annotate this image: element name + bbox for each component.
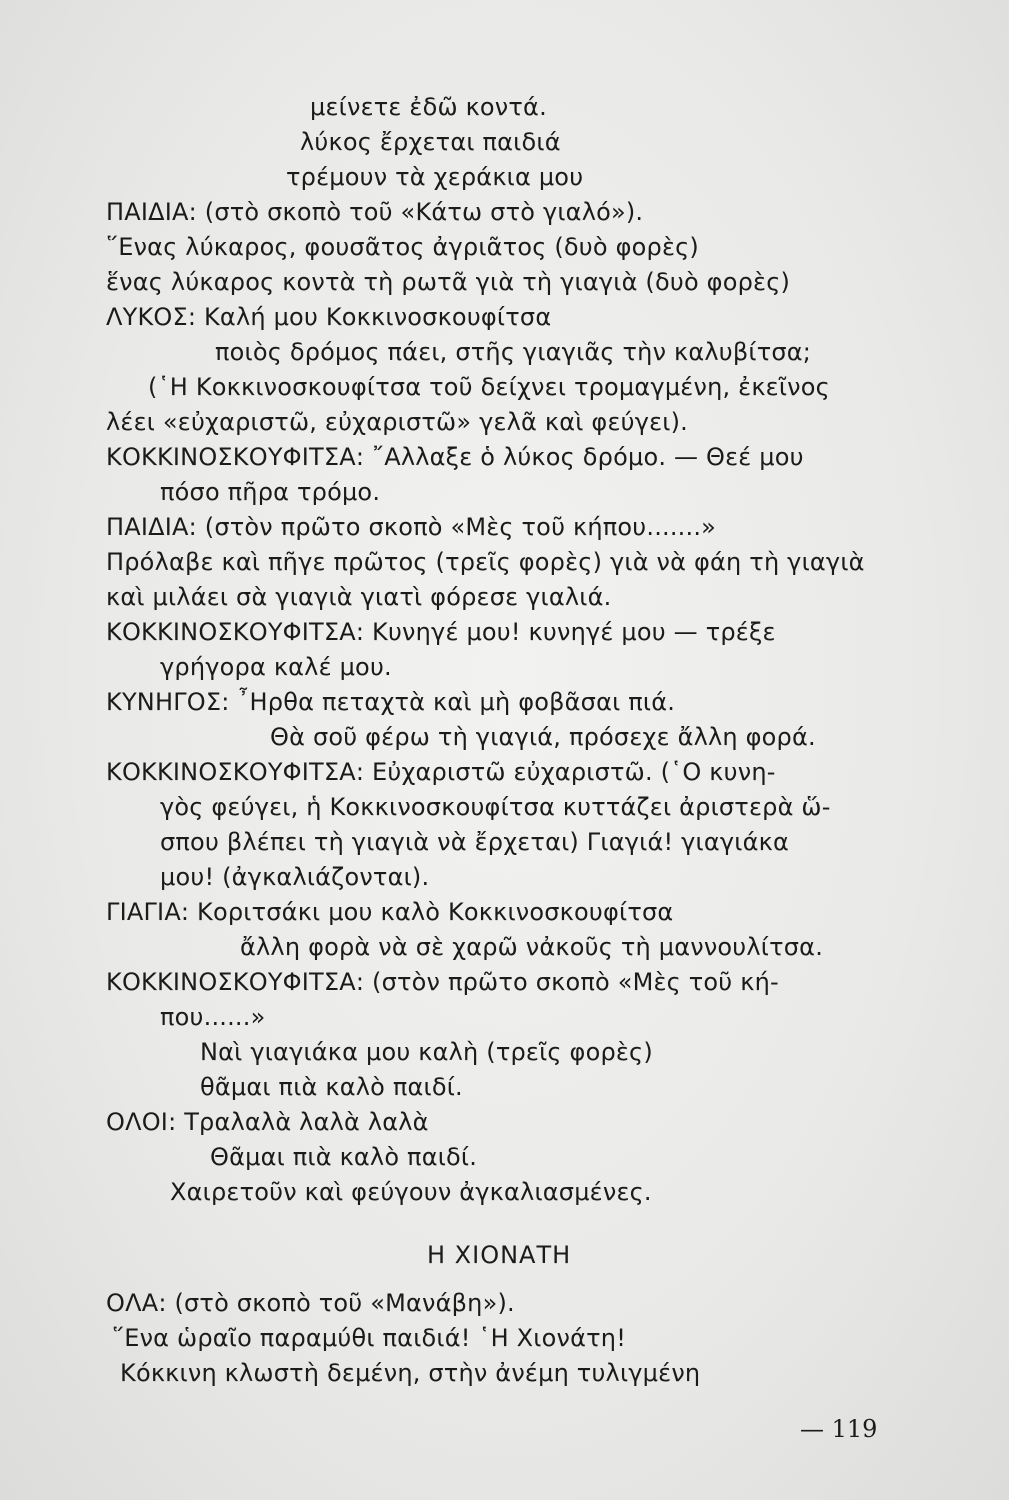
text-line: ΠΑΙΔΙΑ: (στὸν πρῶτο σκοπὸ «Μὲς τοῦ κήπου.......» (106, 513, 717, 541)
text-line: Χαιρετοῦν καὶ φεύγουν ἀγκαλιασμένες. (170, 1178, 652, 1206)
text-line: μου! (ἀγκαλιάζονται). (160, 863, 430, 891)
text-line: ΛΥΚΟΣ: Καλή μου Κοκκινοσκουφίτσα (106, 303, 552, 331)
page-number: — 119 (800, 1415, 878, 1443)
text-line: ἄλλη φορὰ νὰ σὲ χαρῶ νἀκοῦς τὴ μαννουλίτσα. (240, 933, 824, 961)
text-line: τρέμουν τὰ χεράκια μου (286, 163, 584, 191)
text-line: ποιὸς δρόμος πάει, στῆς γιαγιᾶς τὴν καλυβίτσα; (215, 338, 812, 366)
text-line: Κόκκινη κλωστὴ δεμένη, στὴν ἀνέμη τυλιγμένη (120, 1359, 701, 1387)
text-line: καὶ μιλάει σὰ γιαγιὰ γιατὶ φόρεσε γιαλιά. (106, 583, 612, 611)
text-line: μείνετε ἐδῶ κοντά. (310, 93, 547, 121)
text-line: λέει «εὐχαριστῶ, εὐχαριστῶ» γελᾶ καὶ φεύγει). (106, 408, 688, 436)
text-line: ΓΙΑΓΙΑ: Κοριτσάκι μου καλὸ Κοκκινοσκουφίτσα (106, 898, 674, 926)
text-line: ΟΛΑ: (στὸ σκοπὸ τοῦ «Μανάβη»). (106, 1289, 515, 1317)
text-line: ΚΟΚΚΙΝΟΣΚΟΥΦΙΤΣΑ: Κυνηγέ μου! κυνηγέ μου — τρέξε (106, 618, 776, 646)
text-line: που......» (160, 1003, 266, 1031)
text-line: Ναὶ γιαγιάκα μου καλὴ (τρεῖς φορὲς) (200, 1038, 653, 1066)
text-line: ΚΥΝΗΓΟΣ: ῏Ηρθα πεταχτὰ καὶ μὴ φοβᾶσαι πιά. (106, 688, 676, 716)
text-line: λύκος ἔρχεται παιδιά (300, 128, 561, 156)
text-line: ΚΟΚΚΙΝΟΣΚΟΥΦΙΤΣΑ: ῎Αλλαξε ὁ λύκος δρόμο. — Θεέ μου (106, 443, 804, 471)
text-line: σπου βλέπει τὴ γιαγιὰ νὰ ἔρχεται) Γιαγιά! γιαγιάκα (160, 828, 789, 856)
text-line: Πρόλαβε καὶ πῆγε πρῶτος (τρεῖς φορὲς) γιὰ νὰ φάη τὴ γιαγιὰ (106, 548, 865, 576)
text-line: (῾Η Κοκκινοσκουφίτσα τοῦ δείχνει τρομαγμένη, ἐκεῖνος (148, 373, 830, 401)
text-line: Θὰ σοῦ φέρω τὴ γιαγιά, πρόσεχε ἄλλη φορά. (270, 723, 816, 751)
text-line: ΚΟΚΚΙΝΟΣΚΟΥΦΙΤΣΑ: Εὐχαριστῶ εὐχαριστῶ. (῾Ο κυνη- (106, 758, 776, 786)
text-line: ΠΑΙΔΙΑ: (στὸ σκοπὸ τοῦ «Κάτω στὸ γιαλό»). (106, 198, 644, 226)
text-line: ΟΛΟΙ: Τραλαλὰ λαλὰ λαλὰ (106, 1108, 429, 1136)
section-title: Η ΧΙΟΝΑΤΗ (427, 1241, 572, 1269)
text-line: ἕνας λύκαρος κοντὰ τὴ ρωτᾶ γιὰ τὴ γιαγιὰ (δυὸ φορὲς) (106, 268, 791, 296)
text-line: ΚΟΚΚΙΝΟΣΚΟΥΦΙΤΣΑ: (στὸν πρῶτο σκοπὸ «Μὲς τοῦ κή- (106, 968, 779, 996)
text-line: ῞Ενας λύκαρος, φουσᾶτος ἀγριᾶτος (δυὸ φορὲς) (106, 233, 699, 261)
text-line: γρήγορα καλέ μου. (160, 653, 392, 681)
text-line: Θᾶμαι πιὰ καλὸ παιδί. (210, 1143, 478, 1171)
text-line: ῞Ενα ὡραῖο παραμύθι παιδιά! ῾Η Χιονάτη! (112, 1324, 627, 1352)
text-line: πόσο πῆρα τρόμο. (160, 478, 381, 506)
text-line: θᾶμαι πιὰ καλὸ παιδί. (200, 1073, 463, 1101)
text-line: γὸς φεύγει, ἡ Κοκκινοσκουφίτσα κυττάζει ἀριστερὰ ὥ- (160, 793, 831, 821)
